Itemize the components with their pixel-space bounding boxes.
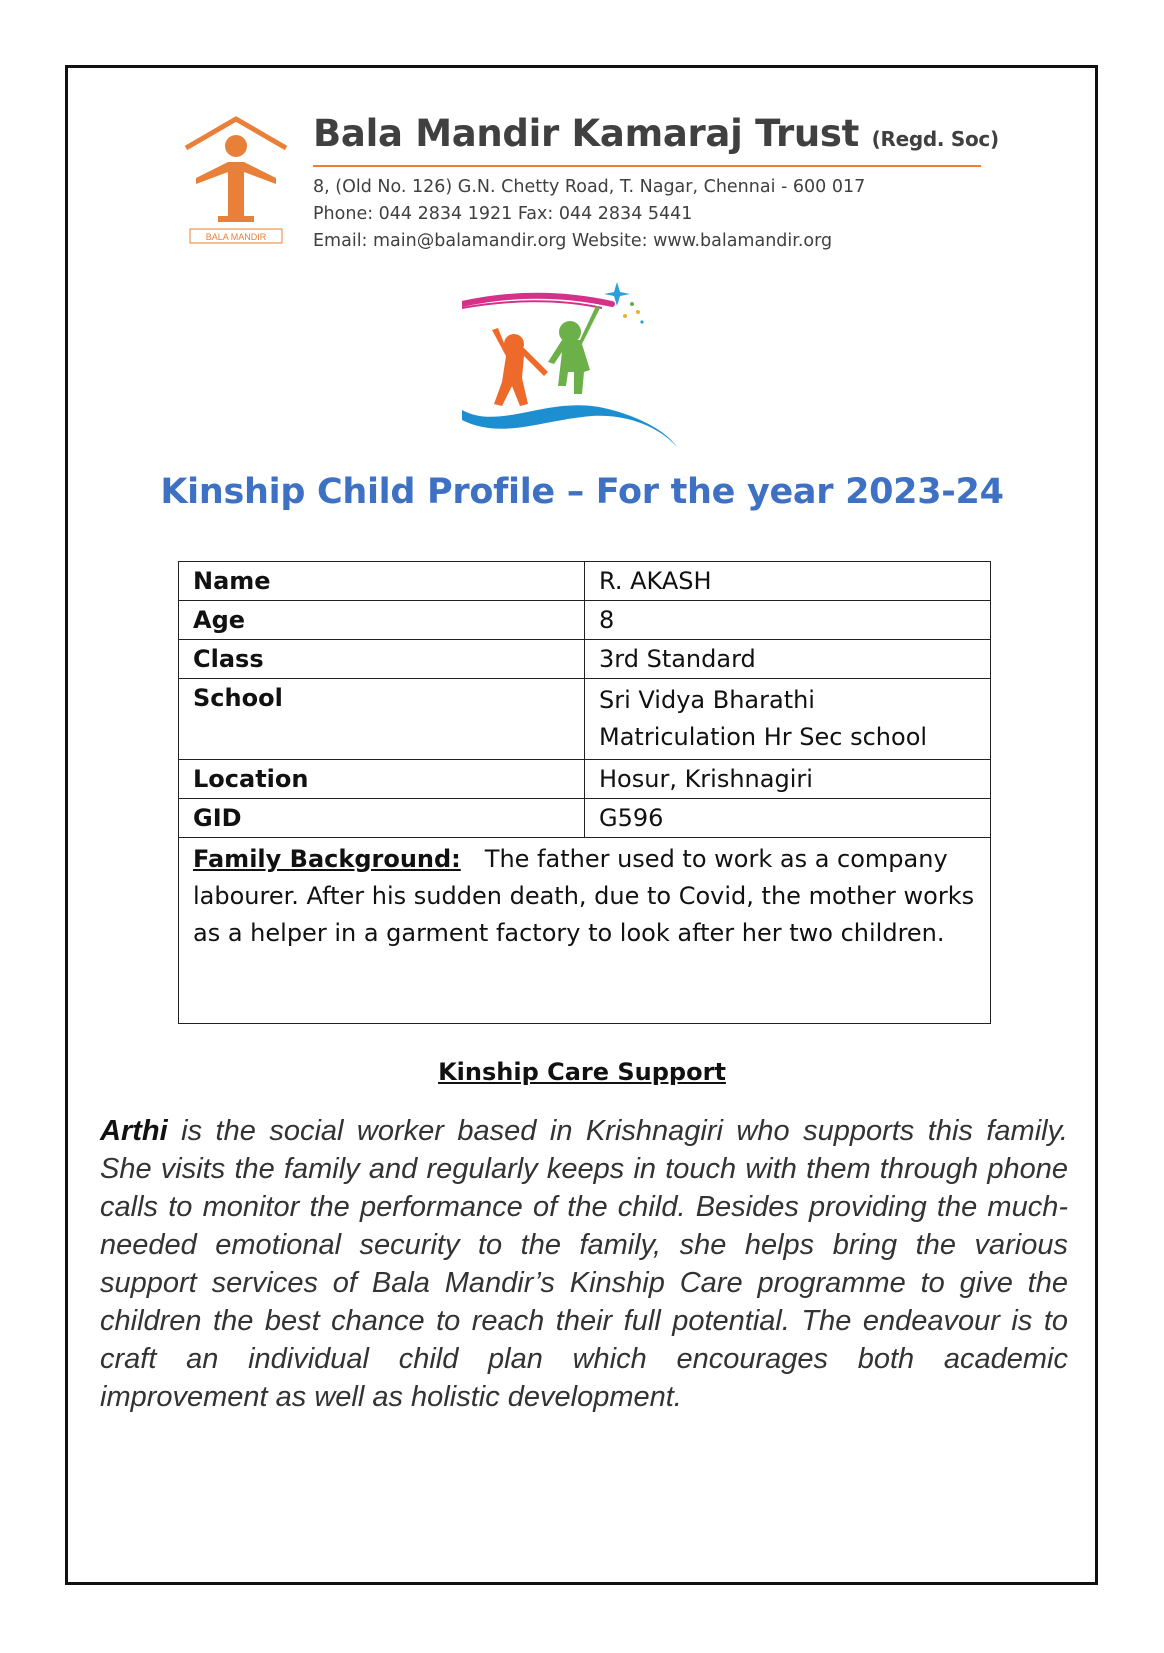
logo-caption: BALA MANDIR [205, 232, 267, 242]
family-background-label: Family Background: [193, 845, 461, 873]
table-row [179, 760, 991, 799]
row-label: School [179, 679, 585, 760]
row-label: Age [179, 601, 585, 640]
header-rule [313, 165, 981, 167]
school-name-line2: Matriculation Hr Sec school [599, 723, 928, 751]
org-registration: (Regd. Soc) [871, 127, 999, 151]
support-paragraph [100, 1112, 1068, 1416]
row-value: R. AKASH [585, 562, 991, 601]
family-background-row [179, 838, 991, 1024]
row-label: Name [179, 562, 585, 601]
org-name: Bala Mandir Kamaraj Trust (Regd. Soc) [313, 112, 999, 155]
row-value [585, 679, 991, 760]
table-row [179, 640, 991, 679]
support-body-text: is the social worker based in Krishnagiri who supports this family. She visits the family and regularly keeps in touch with them through phone calls to monitor the performance of the child. Besides providing the much-needed emotional security to the family, she helps bring the various support services of Bala Mandir’s Kinship Care programme to give the children the best chance to reach their full potential. The endeavour is to craft an individual child plan which encourages both academic improvement as well as holistic development. [100, 1115, 1068, 1413]
org-email-website: Email: main@balamandir.org Website: www.balamandir.org [313, 231, 833, 251]
bala-mandir-logo [182, 116, 290, 250]
table-row [179, 679, 991, 760]
support-heading: Kinship Care Support [438, 1058, 726, 1086]
table-row [179, 799, 991, 838]
page-title: Kinship Child Profile – For the year 2023-24 [160, 472, 1004, 512]
family-background-text: The father used to work as a company labourer. After his sudden death, due to Covid, the mother works as a helper in a garment factory to look after her two children. [193, 845, 975, 947]
family-background-cell [179, 838, 991, 1024]
kinship-children-logo [462, 282, 697, 452]
social-worker-name: Arthi [100, 1115, 168, 1147]
table-row [179, 601, 991, 640]
table-row [179, 562, 991, 601]
row-label: Location [179, 760, 585, 799]
row-label: Class [179, 640, 585, 679]
org-address: 8, (Old No. 126) G.N. Chetty Road, T. Nagar, Chennai - 600 017 [313, 177, 866, 197]
row-value: 3rd Standard [585, 640, 991, 679]
row-label: GID [179, 799, 585, 838]
row-value: 8 [585, 601, 991, 640]
row-value: Hosur, Krishnagiri [585, 760, 991, 799]
school-name-line1: Sri Vidya Bharathi [599, 686, 815, 714]
profile-table [178, 561, 991, 1024]
row-value: G596 [585, 799, 991, 838]
org-phone-fax: Phone: 044 2834 1921 Fax: 044 2834 5441 [313, 204, 693, 224]
